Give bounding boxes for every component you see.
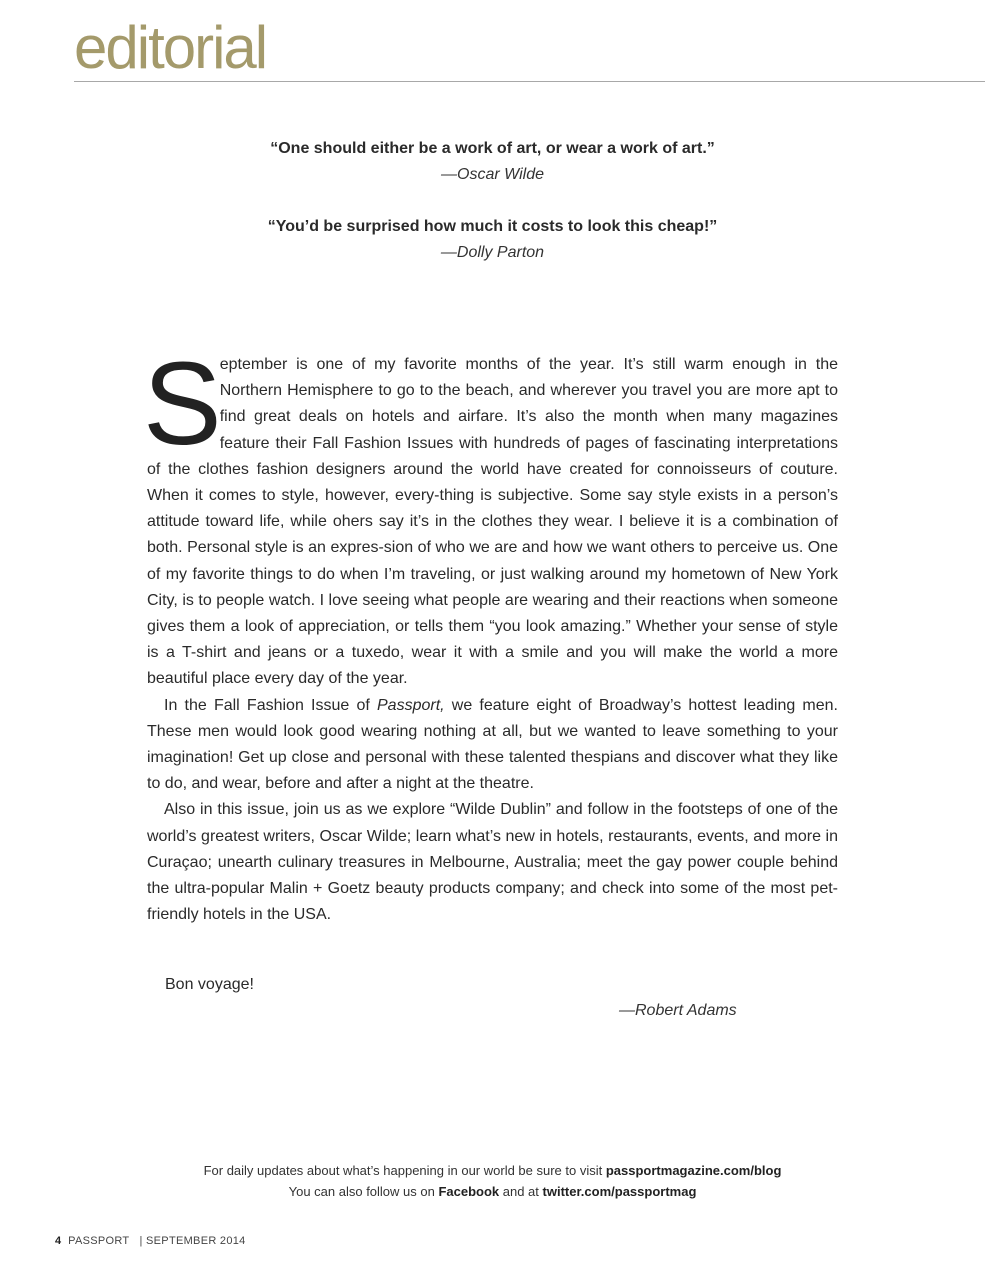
quote-author: —Dolly Parton (440, 244, 545, 261)
drop-cap: S (143, 338, 218, 470)
article-paragraph-3: Also in this issue, join us as we explore “Wilde Dublin” and follow in the footsteps of one of the world’s greatest writers, Oscar Wilde; learn what’s new in hotels, restaurants, events, and more in Curaçao; unearth culinary treasures in Melbourne, Australia; meet the gay power couple behind the ultra-popular Malin + Goetz beauty products company; and check into some of the most pet-friendly hotels in the USA. (147, 801, 838, 924)
facebook-link[interactable]: Facebook (438, 1184, 500, 1199)
footer-line-1: For daily updates about what’s happening in our world be sure to visit passportmagazine.com/blog (203, 1163, 782, 1178)
magazine-name: PASSPORT (68, 1235, 130, 1247)
paragraph-text: we feature eight of Broadway’s hottest leading men. These men would look good wearing nothing at all, but we wanted to leave something to your imagination! Get up close and personal with these talented thespians and discover what they like to do, and wear, before and after a night at the theatre. (147, 696, 839, 793)
section-title: editorial (74, 14, 267, 81)
footer-note (0, 1160, 985, 1202)
article-paragraph-1 (143, 300, 838, 693)
quote-text: “You’d be surprised how much it costs to look this cheap!” (267, 218, 718, 235)
paragraph-text: eptember is one of my favorite months of the year. It’s still warm enough in the Northern Hemisphere to go to the beach, and wherever you travel you are more apt to find great deals on hotels and airfare. It’s also the month when many magazines feature their Fall Fashion Issues with hundreds of pages of fascinating interpretations of the clothes fashion designers around the world have created for connoisseurs of couture. When it comes to style, however, every-thing is subjective. Some say style exists in a person’s attitude toward life, while ohers say it’s in the clothes they wear. I believe it is a combination of both. Personal style is an expres-sion of who we are and how we want others to perceive us. One of my favorite things to do when I’m traveling, or just walking around my hometown of New York City, is to people watch. I love seeing what people are wearing and their reactions when someone gives them a look of appreciation, or tells them “you look amazing.” Whether your sense of style is a T-shirt and jeans or a tuxedo, wear it with a smile and you will make the world a more beautiful place every day of the year. (147, 356, 838, 688)
paragraph-text: In the Fall Fashion Issue of (164, 696, 377, 714)
quote-author: —Oscar Wilde (441, 166, 544, 183)
issue-date: | SEPTEMBER 2014 (139, 1235, 246, 1247)
editorial-article (143, 300, 839, 928)
quote-block (0, 214, 985, 266)
quote-text: “One should either be a work of art, or wear a work of art.” (270, 140, 715, 157)
epigraph-quotes (0, 136, 985, 266)
page-folio (55, 1235, 246, 1247)
author-signature: —Robert Adams (619, 1002, 737, 1019)
quote-block (0, 136, 985, 188)
header-divider (74, 81, 985, 82)
signoff: Bon voyage! (165, 976, 254, 993)
article-paragraph-2 (147, 693, 838, 798)
blog-link[interactable]: passportmagazine.com/blog (605, 1163, 782, 1178)
footer-line-2: You can also follow us on Facebook and at twitter.com/passportmag (288, 1184, 697, 1199)
twitter-link[interactable]: twitter.com/passportmag (542, 1184, 697, 1199)
magazine-name: Passport, (377, 696, 445, 714)
page-number: 4 (55, 1235, 62, 1247)
